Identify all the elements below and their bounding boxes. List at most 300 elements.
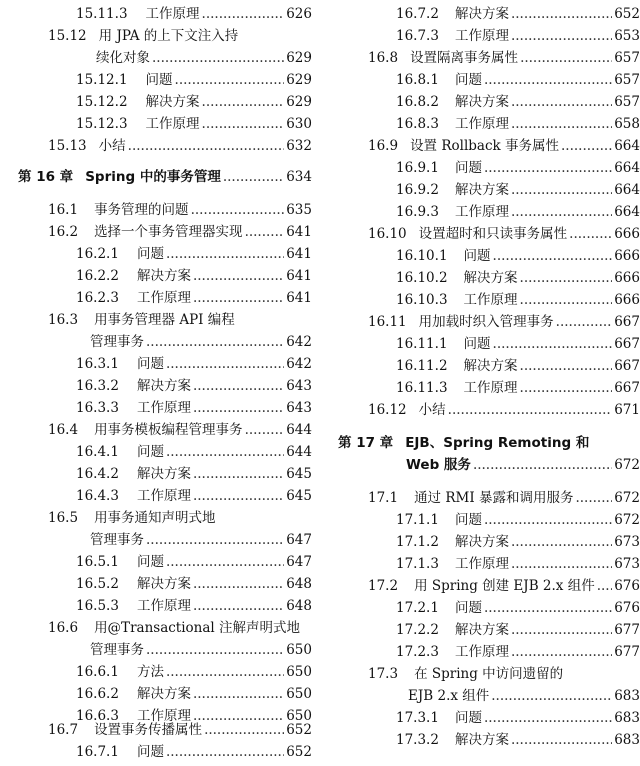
entry-title: 解决方案 [463, 358, 518, 374]
entry-page: 683 [614, 710, 640, 726]
entry-number: 16.2.2 [76, 268, 119, 284]
leader-dots [193, 595, 284, 617]
entry-page: 648 [286, 576, 312, 592]
leader-dots [493, 333, 613, 355]
entry-page: 667 [614, 358, 640, 374]
entry-page: 671 [614, 402, 640, 418]
entry-page: 650 [286, 708, 312, 724]
entry-title: 解决方案 [454, 622, 509, 638]
leader-dots [223, 166, 284, 188]
toc-entry [76, 485, 312, 507]
entry-number: 16.5.1 [76, 554, 119, 570]
toc-entry [396, 245, 640, 267]
entry-page: 666 [614, 270, 640, 286]
leader-dots [511, 619, 612, 641]
entry-page: 667 [614, 336, 640, 352]
entry-title: 用 Spring 创建 EJB 2.x 组件 [414, 578, 595, 594]
entry-page: 650 [286, 686, 312, 702]
entry-number: 16.12 [368, 402, 407, 418]
toc-entry [396, 509, 640, 531]
leader-dots [193, 683, 284, 705]
entry-number: 16.6.2 [76, 686, 119, 702]
toc-entry [396, 289, 640, 311]
entry-title: 设置超时和只读事务属性 [418, 226, 568, 242]
entry-page: 657 [614, 50, 640, 66]
entry-page: 630 [286, 116, 312, 132]
toc-entry [396, 333, 640, 355]
leader-dots [511, 113, 612, 135]
entry-title: 设置事务传播属性 [94, 722, 203, 738]
leader-dots [166, 353, 284, 375]
entry-page: 626 [286, 6, 312, 22]
toc-entry [48, 419, 312, 441]
entry-number: 16.10.2 [396, 270, 448, 286]
entry-number: 16.6.1 [76, 664, 119, 680]
entry-number: 15.13 [48, 138, 87, 154]
entry-title: 工作原理 [454, 556, 509, 572]
toc-entry [368, 135, 640, 157]
leader-dots [511, 641, 612, 663]
entry-title: 问题 [463, 336, 491, 352]
entry-number: 16.9.2 [396, 182, 439, 198]
entry-number: 17.1 [368, 490, 399, 506]
toc-entry [396, 729, 640, 751]
entry-page: 643 [286, 378, 312, 394]
leader-dots [146, 331, 284, 353]
leader-dots [597, 575, 613, 597]
toc-entry [76, 595, 312, 617]
entry-title: 工作原理 [136, 290, 191, 306]
toc-entry [396, 355, 640, 377]
toc-chapter [338, 432, 640, 454]
entry-page: 642 [286, 356, 312, 372]
entry-title: 工作原理 [145, 116, 200, 132]
entry-number: 16.5.3 [76, 598, 119, 614]
entry-number: 16.9.3 [396, 204, 439, 220]
entry-page: 641 [286, 224, 312, 240]
entry-number: 17.1.2 [396, 534, 439, 550]
entry-number: 16.11.2 [396, 358, 448, 374]
entry-title: 通过 RMI 暴露和调用服务 [414, 490, 574, 506]
entry-title: 解决方案 [145, 94, 200, 110]
entry-number: 15.12.1 [76, 72, 128, 88]
entry-number: 16.5.2 [76, 576, 119, 592]
entry-title: 问题 [136, 356, 164, 372]
leader-dots [473, 454, 612, 476]
entry-title: 工作原理 [454, 204, 509, 220]
entry-title: 问题 [463, 248, 491, 264]
toc-entry [396, 641, 640, 663]
entry-title: 工作原理 [454, 644, 509, 660]
entry-title: 用事务模板编程管理事务 [94, 422, 243, 438]
toc-entry [76, 287, 312, 309]
entry-page: 666 [614, 292, 640, 308]
toc-entry [396, 179, 640, 201]
toc-entry [368, 223, 640, 245]
entry-title: 问题 [454, 72, 482, 88]
toc-entry [396, 3, 640, 25]
leader-dots [520, 355, 613, 377]
entry-page: 673 [614, 534, 640, 550]
entry-title: 解决方案 [136, 576, 191, 592]
entry-title: 用事务通知声明式地 [94, 510, 216, 526]
entry-number: 16.8.2 [396, 94, 439, 110]
entry-page: 645 [286, 466, 312, 482]
entry-title: 工作原理 [145, 6, 200, 22]
leader-dots [202, 113, 285, 135]
entry-number: 16.10 [368, 226, 407, 242]
entry-page: 657 [614, 72, 640, 88]
entry-number: 16.10.3 [396, 292, 448, 308]
entry-number: 17.2.2 [396, 622, 439, 638]
entry-number: 16.6.3 [76, 708, 119, 724]
entry-page: 676 [614, 578, 640, 594]
entry-page: 653 [614, 28, 640, 44]
entry-title: 工作原理 [454, 116, 509, 132]
entry-page: 652 [614, 6, 640, 22]
entry-number: 15.12.3 [76, 116, 128, 132]
leader-dots [166, 243, 284, 265]
chapter-number: 第 16 章 [18, 169, 74, 185]
entry-page: 643 [286, 400, 312, 416]
entry-title: 问题 [454, 160, 482, 176]
entry-number: 16.3 [48, 312, 79, 328]
leader-dots [484, 707, 612, 729]
entry-title: 问题 [145, 72, 173, 88]
entry-number: 16.9 [368, 138, 399, 154]
entry-page: 683 [614, 688, 640, 704]
leader-dots [166, 441, 284, 463]
toc-entry [368, 487, 640, 509]
toc-entry [396, 597, 640, 619]
toc-entry [76, 113, 312, 135]
leader-dots [193, 265, 284, 287]
toc-entry [76, 551, 312, 573]
toc-entry [396, 113, 640, 135]
entry-number: 17.1.3 [396, 556, 439, 572]
toc-entry [76, 243, 312, 265]
entry-title: 事务管理的问题 [94, 202, 189, 218]
entry-page: 664 [614, 204, 640, 220]
entry-page: 641 [286, 290, 312, 306]
entry-page: 664 [614, 160, 640, 176]
leader-dots [484, 597, 612, 619]
entry-page: 683 [614, 732, 640, 748]
entry-number: 16.11.3 [396, 380, 448, 396]
entry-page: 664 [614, 182, 640, 198]
leader-dots [193, 573, 284, 595]
entry-number: 16.4 [48, 422, 79, 438]
entry-title: 问题 [454, 600, 482, 616]
toc-entry [396, 201, 640, 223]
entry-number: 16.2.3 [76, 290, 119, 306]
leader-dots [511, 3, 612, 25]
entry-page: 667 [614, 380, 640, 396]
entry-number: 16.2 [48, 224, 79, 240]
leader-dots [520, 47, 612, 69]
entry-title: 用 JPA 的上下文注入持 [98, 28, 239, 44]
toc-entry [76, 69, 312, 91]
leader-dots [520, 289, 613, 311]
entry-page: 634 [286, 169, 312, 185]
toc-chapter [18, 166, 312, 188]
entry-number: 17.3.2 [396, 732, 439, 748]
entry-title: 工作原理 [136, 708, 191, 724]
toc-entry [48, 309, 312, 331]
entry-title: 解决方案 [136, 466, 191, 482]
entry-title: EJB 2.x 组件 [408, 688, 490, 704]
toc-entry [396, 377, 640, 399]
entry-title: 解决方案 [454, 6, 509, 22]
entry-number: 16.8.3 [396, 116, 439, 132]
leader-dots [193, 485, 284, 507]
entry-title: 解决方案 [136, 268, 191, 284]
toc-entry [76, 353, 312, 375]
entry-number: 16.11.1 [396, 336, 448, 352]
leader-dots [511, 553, 612, 575]
entry-number: 16.3.2 [76, 378, 119, 394]
entry-title: 小结 [98, 138, 126, 154]
toc-entry [396, 553, 640, 575]
entry-title: 解决方案 [454, 732, 509, 748]
entry-title: 解决方案 [136, 686, 191, 702]
toc-entry [396, 157, 640, 179]
entry-page: 629 [286, 94, 312, 110]
leader-dots [484, 69, 612, 91]
leader-dots [511, 729, 612, 751]
leader-dots [569, 223, 612, 245]
toc-entry [76, 3, 312, 25]
toc-entry [396, 619, 640, 641]
leader-dots [146, 529, 284, 551]
toc-entry [396, 267, 640, 289]
leader-dots [193, 287, 284, 309]
leader-dots [128, 135, 285, 157]
leader-dots [575, 487, 612, 509]
chapter-number: 第 17 章 [338, 435, 394, 451]
leader-dots [245, 419, 285, 441]
leader-dots [191, 199, 285, 221]
entry-title: 工作原理 [136, 488, 191, 504]
entry-number: 16.3.1 [76, 356, 119, 372]
leader-dots [511, 179, 612, 201]
entry-title: 解决方案 [136, 378, 191, 394]
entry-title: 管理事务 [90, 642, 144, 658]
toc-chapter-continued [406, 454, 640, 476]
toc-entry [48, 719, 312, 741]
toc-entry [76, 441, 312, 463]
entry-number: 17.3 [368, 666, 399, 682]
chapter-title: Spring 中的事务管理 [85, 169, 221, 185]
entry-number: 16.7.1 [76, 744, 119, 760]
entry-page: 645 [286, 488, 312, 504]
toc-entry [48, 221, 312, 243]
entry-title: 问题 [136, 744, 164, 760]
entry-number: 17.1.1 [396, 512, 439, 528]
entry-title: 问题 [454, 512, 482, 528]
toc-entry [368, 311, 640, 333]
entry-page: 647 [286, 532, 312, 548]
entry-page: 629 [286, 72, 312, 88]
entry-page: 644 [286, 444, 312, 460]
entry-number: 16.3.3 [76, 400, 119, 416]
toc-entry [48, 199, 312, 221]
entry-title: 方法 [136, 664, 164, 680]
entry-title: 问题 [136, 554, 164, 570]
toc-entry [368, 47, 640, 69]
toc-entry-continued [90, 529, 312, 551]
leader-dots [193, 397, 284, 419]
toc-entry [368, 575, 640, 597]
entry-page: 664 [614, 138, 640, 154]
entry-page: 658 [614, 116, 640, 132]
entry-title: 问题 [136, 246, 164, 262]
leader-dots [204, 719, 284, 741]
entry-page: 652 [286, 744, 312, 760]
entry-page: 647 [286, 554, 312, 570]
entry-number: 16.10.1 [396, 248, 448, 264]
leader-dots [175, 69, 285, 91]
chapter-title: Web 服务 [406, 457, 471, 473]
entry-number: 16.4.2 [76, 466, 119, 482]
leader-dots [202, 3, 285, 25]
entry-title: 管理事务 [90, 334, 144, 350]
toc-entry [76, 463, 312, 485]
entry-number: 16.7.2 [396, 6, 439, 22]
entry-number: 16.7 [48, 722, 79, 738]
toc-entry [76, 741, 312, 763]
entry-page: 632 [286, 138, 312, 154]
entry-title: 工作原理 [463, 380, 518, 396]
toc-entry [48, 507, 312, 529]
entry-page: 666 [614, 226, 640, 242]
entry-title: 选择一个事务管理器实现 [94, 224, 243, 240]
toc-entry [368, 663, 640, 685]
entry-number: 16.8 [368, 50, 399, 66]
leader-dots [491, 685, 612, 707]
toc-entry [76, 91, 312, 113]
entry-title: 设置隔离事务属性 [410, 50, 519, 66]
entry-page: 641 [286, 246, 312, 262]
leader-dots [520, 267, 613, 289]
entry-page: 652 [286, 722, 312, 738]
leader-dots [556, 311, 613, 333]
leader-dots [511, 91, 612, 113]
entry-page: 642 [286, 334, 312, 350]
leader-dots [493, 245, 613, 267]
entry-number: 17.2.1 [396, 600, 439, 616]
leader-dots [193, 463, 284, 485]
chapter-title: EJB、Spring Remoting 和 [405, 435, 590, 451]
entry-title: 解决方案 [454, 182, 509, 198]
entry-page: 676 [614, 600, 640, 616]
leader-dots [520, 377, 613, 399]
entry-title: 续化对象 [96, 50, 150, 66]
toc-entry [396, 707, 640, 729]
leader-dots [511, 25, 612, 47]
toc-entry [48, 617, 312, 639]
entry-number: 17.3.1 [396, 710, 439, 726]
leader-dots [245, 221, 285, 243]
entry-page: 635 [286, 202, 312, 218]
entry-page: 657 [614, 94, 640, 110]
entry-title: 用@Transactional 注解声明式地 [94, 620, 301, 636]
toc-entry [396, 531, 640, 553]
toc-entry [76, 265, 312, 287]
entry-page: 672 [614, 490, 640, 506]
entry-title: 设置 Rollback 事务属性 [410, 138, 560, 154]
toc-entry [396, 25, 640, 47]
entry-page: 650 [286, 664, 312, 680]
entry-title: 小结 [418, 402, 446, 418]
leader-dots [202, 91, 285, 113]
entry-number: 16.1 [48, 202, 79, 218]
entry-title: 用加载时织入管理事务 [418, 314, 554, 330]
entry-page: 672 [614, 512, 640, 528]
toc-entry [396, 91, 640, 113]
leader-dots [511, 201, 612, 223]
entry-number: 17.2 [368, 578, 399, 594]
leader-dots [511, 531, 612, 553]
toc-entry [48, 25, 312, 47]
entry-number: 16.6 [48, 620, 79, 636]
entry-page: 677 [614, 644, 640, 660]
leader-dots [484, 157, 612, 179]
entry-page: 644 [286, 422, 312, 438]
entry-title: 管理事务 [90, 532, 144, 548]
entry-page: 673 [614, 556, 640, 572]
toc-entry-continued [90, 331, 312, 353]
entry-number: 16.11 [368, 314, 407, 330]
entry-page: 677 [614, 622, 640, 638]
entry-number: 16.2.1 [76, 246, 119, 262]
leader-dots [166, 741, 284, 763]
toc-entry [48, 135, 312, 157]
entry-title: 用事务管理器 API 编程 [94, 312, 235, 328]
entry-page: 666 [614, 248, 640, 264]
toc-entry [368, 399, 640, 421]
entry-title: 解决方案 [463, 270, 518, 286]
entry-page: 641 [286, 268, 312, 284]
toc-entry-continued [96, 47, 312, 69]
entry-title: 工作原理 [136, 400, 191, 416]
entry-page: 629 [286, 50, 312, 66]
toc-entry-continued [90, 639, 312, 661]
toc-entry [76, 397, 312, 419]
entry-title: 工作原理 [454, 28, 509, 44]
leader-dots [484, 509, 612, 531]
entry-title: 在 Spring 中访问遗留的 [414, 666, 564, 682]
toc-entry-continued [408, 685, 640, 707]
entry-number: 16.8.1 [396, 72, 439, 88]
entry-title: 问题 [136, 444, 164, 460]
leader-dots [166, 551, 284, 573]
entry-page: 650 [286, 642, 312, 658]
toc-entry [76, 573, 312, 595]
entry-page: 667 [614, 314, 640, 330]
entry-page: 672 [614, 457, 640, 473]
toc-entry [396, 69, 640, 91]
leader-dots [448, 399, 613, 421]
leader-dots [193, 375, 284, 397]
entry-number: 16.4.1 [76, 444, 119, 460]
leader-dots [152, 47, 284, 69]
leader-dots [166, 661, 284, 683]
toc-entry [76, 375, 312, 397]
entry-title: 工作原理 [136, 598, 191, 614]
entry-title: 工作原理 [463, 292, 518, 308]
entry-title: 问题 [454, 710, 482, 726]
